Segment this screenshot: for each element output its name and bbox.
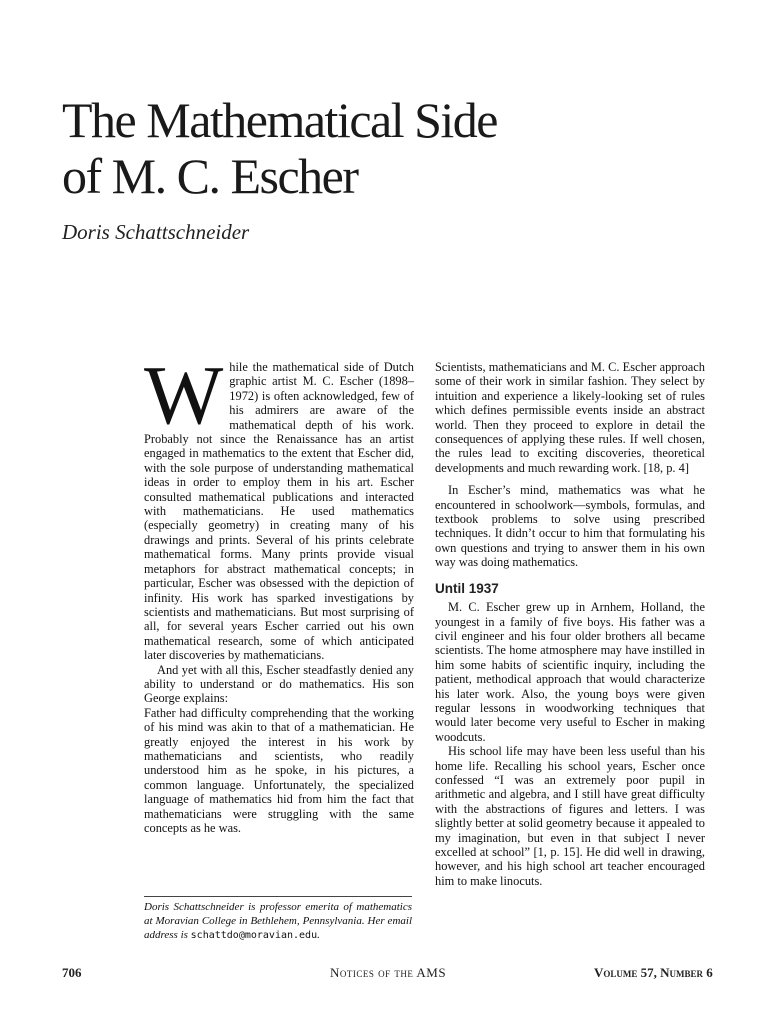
paragraph: M. C. Escher grew up in Arnhem, Holland, the youngest in a family of five boys. His father was a civil engineer and his four older brothers all became scientists. The home atmosphere may have instilled in him some habits of scientific inquiry, including the patient, methodical approach that would characterize his later work. Also, the young boys were given regular lessons in woodworking techniques that would later become very useful to Escher in making woodcuts. xyxy=(435,600,705,744)
footnote-text: Doris Schattschneider is professor emerita of mathematics at Moravian College in Bethlehem, Pennsylvania. Her email address is xyxy=(144,901,412,941)
title-line-1: The Mathematical Side xyxy=(62,92,498,148)
footnote-divider xyxy=(144,896,412,897)
section-heading: Until 1937 xyxy=(435,580,499,596)
title-line-2: of M. C. Escher xyxy=(62,148,358,204)
author-footnote xyxy=(144,900,412,943)
block-quote: Father had difficulty comprehending that the working of his mind was akin to that of a mathematician. He greatly enjoyed the interest in his work by mathematicians and scientists, who readily understood him as he spoke, in his pictures, a common language. Unfortunately, the specialized language of mathematics hid from him the fact that mathematicians were struggling with the same concepts as he was. xyxy=(144,705,414,835)
paragraph: His school life may have been less useful than his home life. Recalling his school years, Escher once confessed “I was an extremely poor pupil in arithmetic and algebra, and I still have great difficulty with the abstractions of figures and letters. I was slightly better at solid geometry because it appealed to my imagination, but even in that subject I never excelled at school” [1, p. 15]. He did well in drawing, however, and his high school art teacher encouraged him to make linocuts. xyxy=(435,744,705,888)
drop-cap: W xyxy=(144,349,224,442)
block-quote: Scientists, mathematicians and M. C. Escher approach some of their work in similar fashion. They select by intuition and experience a likely-looking set of rules which defines permissible events inside an abstract world. Then they proceed to explore in detail the consequences of applying these rules. If well chosen, the rules lead to exciting discoveries, theoretical developments and much rewarding work. [18, p. 4] xyxy=(435,360,705,475)
footnote-end: . xyxy=(317,929,320,941)
paragraph: And yet with all this, Escher steadfastly denied any ability to understand or do mathematics. His son George explains: xyxy=(144,662,414,706)
intro-paragraph xyxy=(144,349,414,663)
author-email-link[interactable]: schattdo@moravian.edu xyxy=(190,930,318,941)
author-name: Doris Schattschneider xyxy=(62,220,250,244)
volume-number: Volume 57, Number 6 xyxy=(594,965,713,980)
paragraph: In Escher’s mind, mathematics was what he encountered in schoolwork—symbols, formulas, and textbook problems to solve using prescribed techniques. It didn’t occur to him that formulating his own questions and trying to answer them in his own way was doing mathematics. xyxy=(435,483,705,570)
left-column xyxy=(144,349,414,835)
article-title xyxy=(62,92,742,204)
page-number: 706 xyxy=(62,965,82,980)
right-column xyxy=(435,360,705,888)
intro-text: hile the mathematical side of Dutch graphic artist M. C. Escher (1898–1972) is often acknowledged, few of his admirers are aware of the mathematical depth of his work. Probably not since the Renaissance has an artist engaged in mathematics to the extent that Escher did, with the sole purpose of understanding mathematical ideas in order to employ them in his art. Escher consulted mathematical publications and interacted with mathematicians. He used mathematics (especially geometry) in creating many of his drawings and prints. Several of his prints celebrate mathematical forms. Many prints provide visual metaphors for abstract mathematical concepts; in particular, Escher was obsessed with the depiction of infinity. His work has sparked investigations by scientists and mathematicians. But most surprising of all, for several years Escher carried out his own mathematical research, some of which anticipated later discoveries by mathematicians. xyxy=(144,360,414,663)
journal-name: Notices of the AMS xyxy=(330,965,447,980)
